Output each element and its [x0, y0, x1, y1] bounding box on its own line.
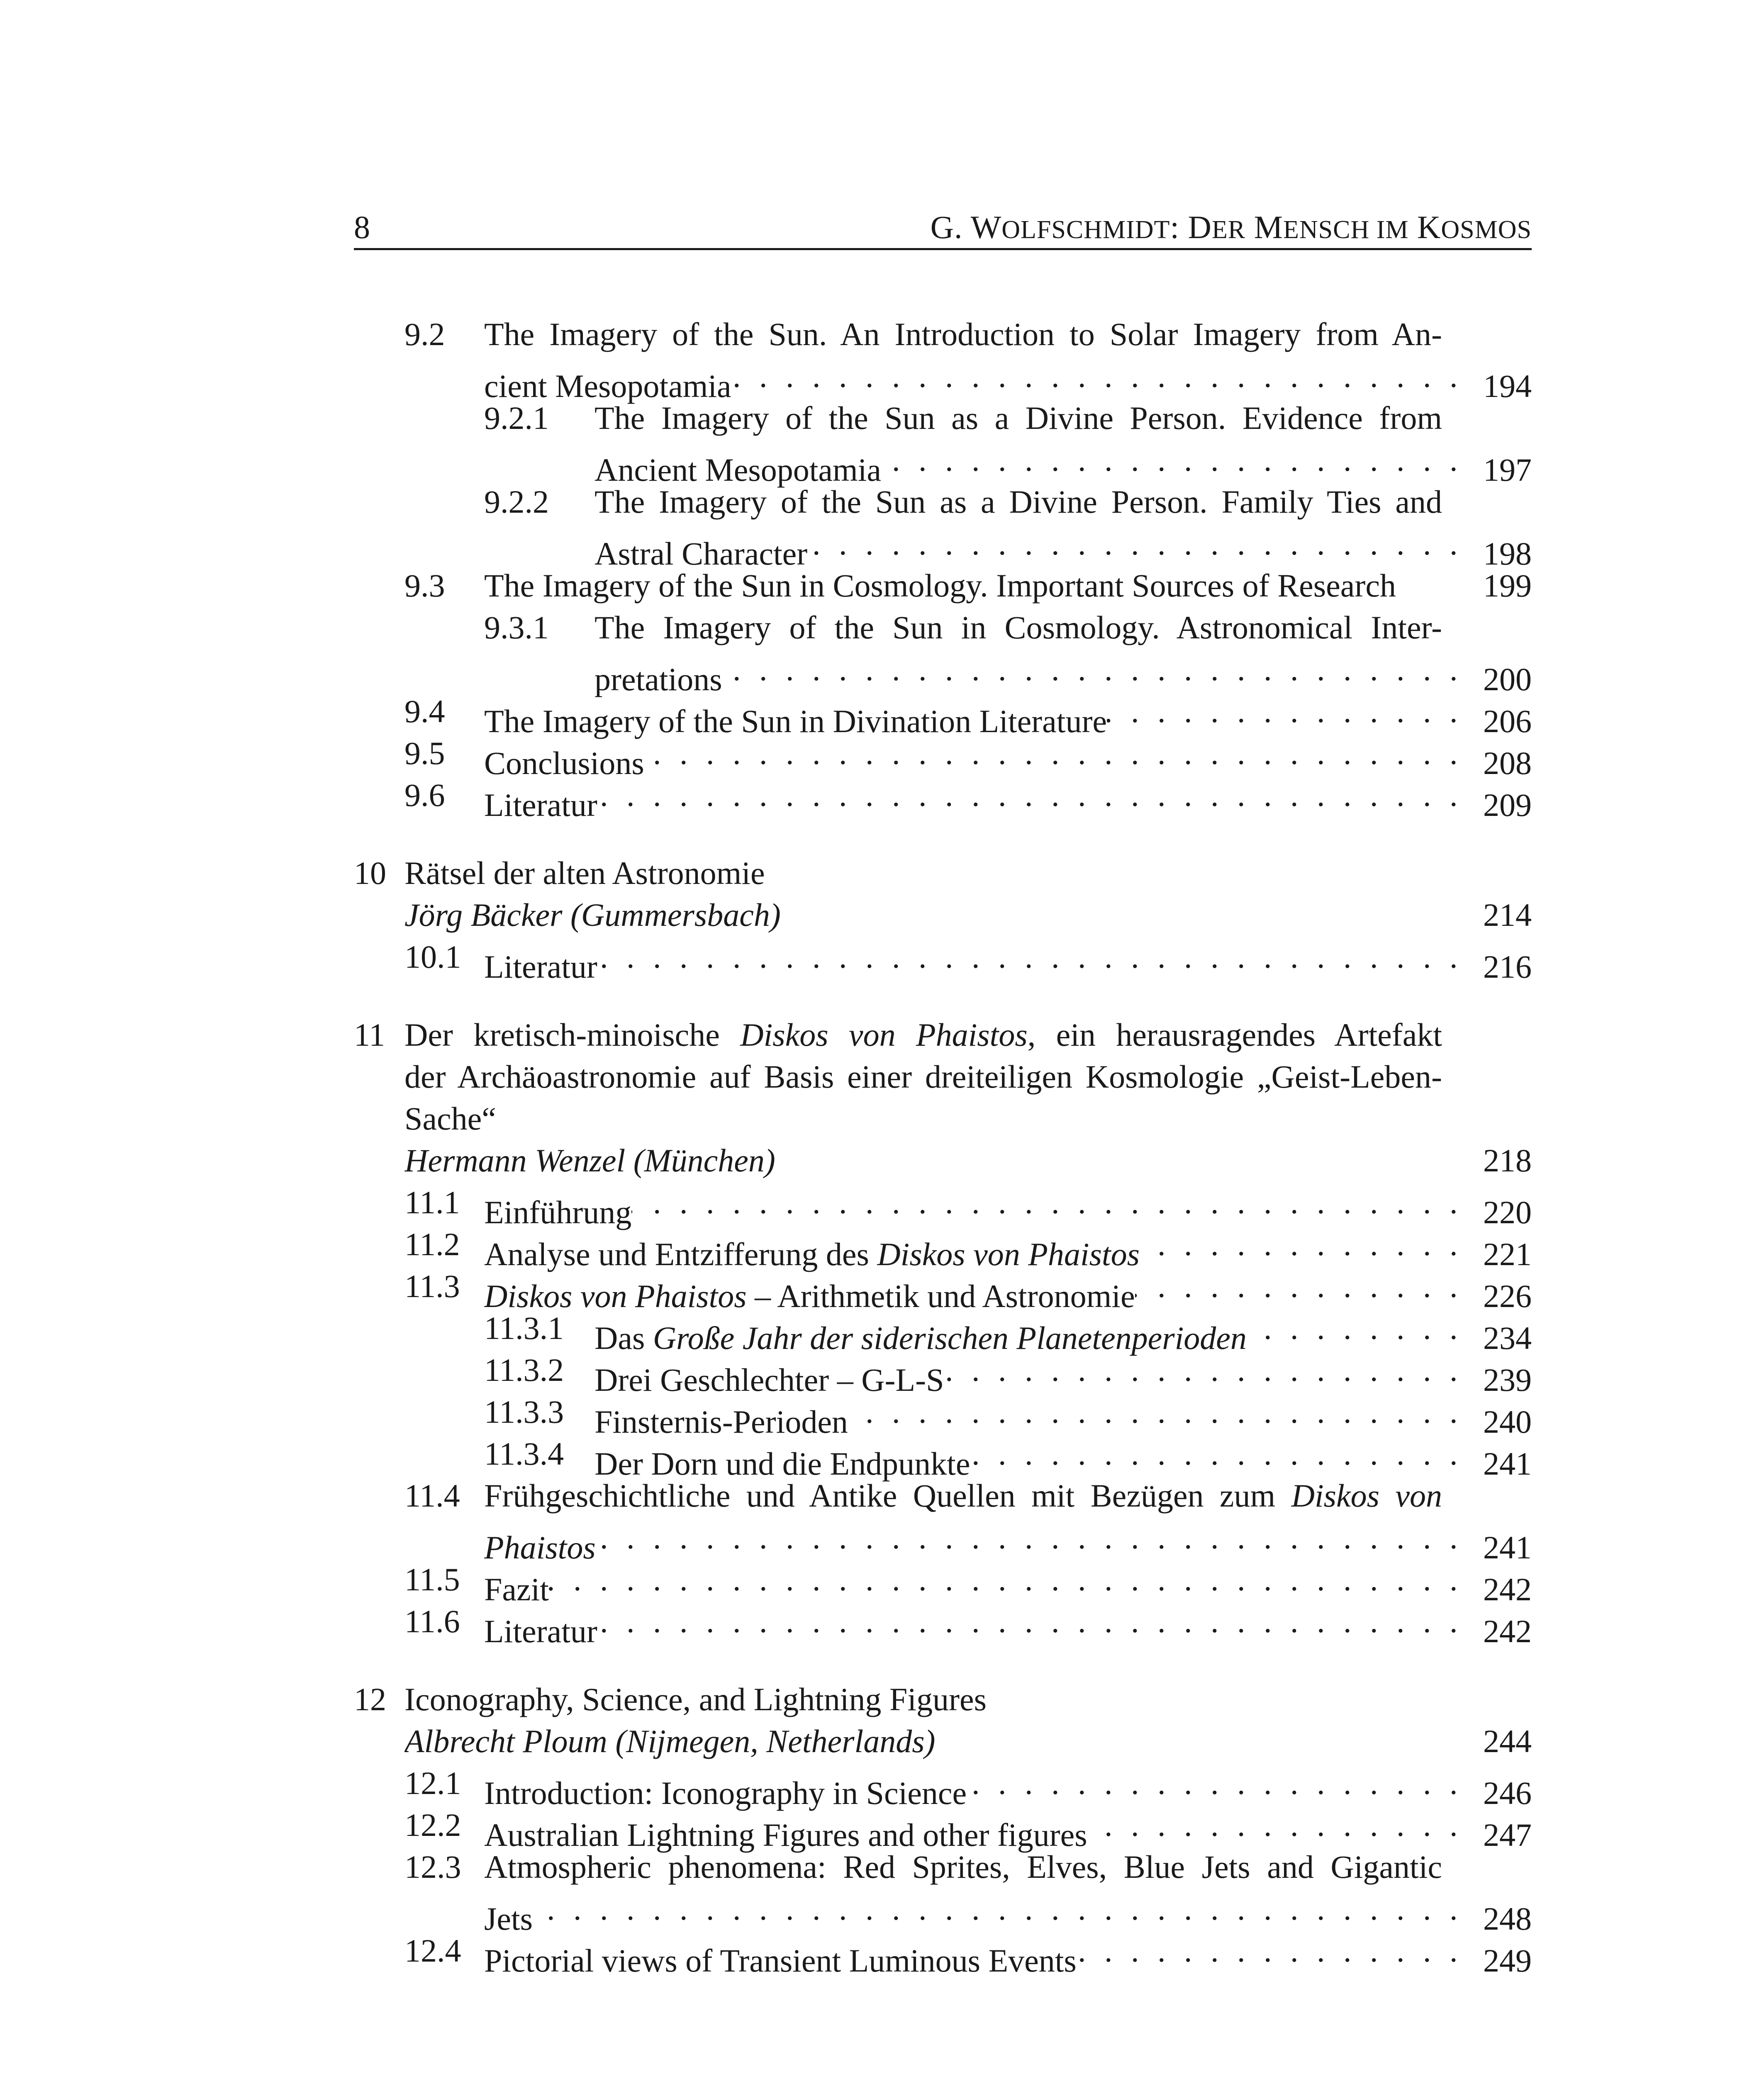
- toc-entry-12-1[interactable]: [354, 1762, 1532, 1811]
- chapter-title-cont: Sache“: [404, 1100, 496, 1137]
- page-number: 8: [354, 209, 370, 245]
- page-ref: 234: [1483, 1320, 1532, 1356]
- section-title-cont: Astral Character: [594, 536, 808, 572]
- toc-chapter-10[interactable]: [354, 852, 1532, 894]
- page-ref: 197: [1483, 452, 1532, 488]
- section-title: Diskos von Phaistos – Arithmetik und Astronomie: [484, 1278, 1135, 1314]
- toc-entry-11-3-4[interactable]: [354, 1433, 1532, 1482]
- chapter-title-cont: der Archäoastronomie auf Basis einer dreiteiligen Kosmologie „Geist-Leben-: [404, 1059, 1442, 1095]
- toc-chapter-11[interactable]: [354, 1014, 1532, 1139]
- section-number: 9.5: [404, 735, 445, 771]
- section-title: The Imagery of the Sun in Divination Literature: [484, 703, 1107, 739]
- page-ref: 246: [1483, 1775, 1532, 1811]
- section-number: 11.2: [404, 1226, 460, 1262]
- section-title: Drei Geschlechter – G-L-S: [594, 1362, 944, 1398]
- dot-leader: [597, 936, 1478, 978]
- section-number: 11.3: [404, 1268, 460, 1304]
- toc-entry-12-3[interactable]: [354, 1846, 1532, 1937]
- chapter-author-line: [404, 1139, 1532, 1181]
- section-title-cont: Ancient Mesopotamia: [594, 452, 881, 488]
- toc-entry-9-3[interactable]: [354, 565, 1532, 606]
- page-ref: 206: [1483, 703, 1532, 739]
- toc-entry-9-5[interactable]: [354, 732, 1532, 781]
- dot-leader: [533, 1888, 1478, 1930]
- page-ref: 218: [1483, 1142, 1532, 1178]
- dot-leader: [970, 1433, 1478, 1475]
- dot-leader: [807, 523, 1478, 565]
- section-number: 12.1: [404, 1765, 461, 1801]
- section-number: 9.2.2: [484, 484, 549, 520]
- section-title: Australian Lightning Figures and other figures: [484, 1817, 1087, 1853]
- section-title: The Imagery of the Sun as a Divine Person. Family Ties and: [594, 484, 1442, 520]
- dot-leader: [1140, 1223, 1478, 1265]
- chapter-author-line: [404, 894, 1532, 936]
- section-number: 12.2: [404, 1807, 461, 1843]
- section-number: 11.3.4: [484, 1436, 564, 1472]
- section-title: Fazit: [484, 1571, 549, 1607]
- dot-leader: [881, 439, 1478, 481]
- toc-entry-9-3-1[interactable]: [354, 606, 1532, 697]
- section-number: 9.2.1: [484, 400, 549, 436]
- section-title: The Imagery of the Sun in Cosmology. Important Sources of Research: [484, 567, 1396, 604]
- chapter-number: 12: [354, 1681, 386, 1717]
- toc-entry-11-3-1[interactable]: [354, 1307, 1532, 1356]
- dot-leader: [1087, 1804, 1478, 1846]
- toc-entry-11-1[interactable]: [354, 1181, 1532, 1230]
- section-number: 12.4: [404, 1933, 461, 1969]
- section-title: Finsternis-Perioden: [594, 1404, 848, 1440]
- section-title: Atmospheric phenomena: Red Sprites, Elves, Blue Jets and Gigantic: [484, 1849, 1442, 1885]
- running-title: G. WOLFSCHMIDT: DER MENSCH IM KOSMOS: [930, 209, 1532, 245]
- toc-entry-12-4[interactable]: [354, 1930, 1532, 1979]
- section-title: Literatur: [484, 1613, 597, 1649]
- section-number: 10.1: [404, 939, 461, 975]
- toc-entry-11-3-3[interactable]: [354, 1391, 1532, 1440]
- section-title: Das Große Jahr der siderischen Planetenperioden: [594, 1320, 1247, 1356]
- dot-leader: [596, 1517, 1478, 1558]
- section-number: 9.6: [404, 777, 445, 813]
- page-ref: 241: [1483, 1529, 1532, 1565]
- section-title-cont: Phaistos: [484, 1529, 596, 1565]
- page-ref: 214: [1483, 897, 1532, 933]
- page-ref: 200: [1483, 661, 1532, 697]
- page-ref: 239: [1483, 1362, 1532, 1398]
- section-title: Einführung: [484, 1194, 632, 1230]
- page-ref: 247: [1483, 1817, 1532, 1853]
- dot-leader: [967, 1762, 1478, 1804]
- section-number: 9.4: [404, 693, 445, 729]
- chapter-title: Iconography, Science, and Lightning Figures: [404, 1681, 987, 1717]
- section-number: 11.6: [404, 1603, 460, 1639]
- toc-entry-11-5[interactable]: [354, 1558, 1532, 1607]
- page-ref: 226: [1483, 1278, 1532, 1314]
- section-number: 11.4: [404, 1478, 460, 1514]
- section-title-cont: cient Mesopotamia: [484, 368, 731, 404]
- page-ref: 221: [1483, 1236, 1532, 1272]
- section-title: The Imagery of the Sun as a Divine Person. Evidence from: [594, 400, 1442, 436]
- chapter-number: 11: [354, 1017, 385, 1053]
- chapter-author: Jörg Bäcker (Gummersbach): [404, 897, 781, 933]
- section-title: The Imagery of the Sun. An Introduction to Solar Imagery from An-: [484, 316, 1442, 352]
- section-title: Introduction: Iconography in Science: [484, 1775, 967, 1811]
- dot-leader: [644, 732, 1478, 774]
- page-ref: 194: [1483, 368, 1532, 404]
- page-ref: 248: [1483, 1901, 1532, 1937]
- section-title: Analyse und Entzifferung des Diskos von Phaistos: [484, 1236, 1140, 1272]
- section-number: 9.3: [404, 567, 445, 604]
- table-of-contents: [354, 313, 1532, 1979]
- dot-leader: [731, 355, 1478, 397]
- toc-chapter-12[interactable]: [354, 1678, 1532, 1720]
- section-number: 11.3.3: [484, 1394, 564, 1430]
- page-ref: 249: [1483, 1943, 1532, 1979]
- dot-leader: [944, 1349, 1478, 1391]
- page-ref: 198: [1483, 536, 1532, 572]
- section-number: 12.3: [404, 1849, 461, 1885]
- section-title: Literatur: [484, 949, 597, 985]
- chapter-author: Hermann Wenzel (München): [404, 1142, 775, 1178]
- section-title-cont: pretations: [594, 661, 722, 697]
- dot-leader: [549, 1558, 1478, 1600]
- dot-leader: [1107, 690, 1478, 732]
- page-ref: 244: [1483, 1723, 1532, 1759]
- toc-entry-9-2-1[interactable]: [354, 397, 1532, 488]
- section-number: 9.2: [404, 316, 445, 352]
- page-ref: 209: [1483, 787, 1532, 823]
- toc-entry-11-3[interactable]: [354, 1265, 1532, 1314]
- section-number: 11.5: [404, 1561, 460, 1597]
- section-number: 11.3.2: [484, 1352, 564, 1388]
- page-ref: 208: [1483, 745, 1532, 781]
- section-number: 11.3.1: [484, 1310, 564, 1346]
- page-ref: 242: [1483, 1613, 1532, 1649]
- section-title: Literatur: [484, 787, 597, 823]
- toc-entry-9-2[interactable]: [354, 313, 1532, 404]
- dot-leader: [1077, 1930, 1478, 1972]
- section-title: The Imagery of the Sun in Cosmology. Astronomical Inter-: [594, 609, 1442, 645]
- toc-entry-9-2-2[interactable]: [354, 481, 1532, 572]
- section-number: 9.3.1: [484, 609, 549, 645]
- page-ref: 220: [1483, 1194, 1532, 1230]
- chapter-number: 10: [354, 855, 386, 891]
- section-number: 11.1: [404, 1184, 460, 1220]
- chapter-title: Der kretisch-minoische Diskos von Phaistos, ein herausragendes Artefakt: [404, 1017, 1442, 1053]
- section-title: Frühgeschichtliche und Antike Quellen mit Bezügen zum Diskos von: [484, 1478, 1442, 1514]
- toc-entry-11-2[interactable]: [354, 1223, 1532, 1272]
- chapter-author: Albrecht Ploum (Nijmegen, Netherlands): [404, 1723, 936, 1759]
- toc-entry-12-2[interactable]: [354, 1804, 1532, 1853]
- dot-leader: [631, 1181, 1478, 1223]
- page-ref: 216: [1483, 949, 1532, 985]
- dot-leader: [848, 1391, 1478, 1433]
- page-ref: 242: [1483, 1571, 1532, 1607]
- toc-entry-9-6[interactable]: [354, 774, 1532, 823]
- dot-leader: [1135, 1265, 1478, 1307]
- chapter-title: Rätsel der alten Astronomie: [404, 855, 765, 891]
- dot-leader: [597, 774, 1478, 816]
- section-title: Conclusions: [484, 745, 644, 781]
- toc-entry-9-4[interactable]: [354, 690, 1532, 739]
- dot-leader: [722, 648, 1478, 690]
- section-title: Der Dorn und die Endpunkte: [594, 1446, 970, 1482]
- dot-leader: [597, 1600, 1478, 1642]
- dot-leader: [1247, 1307, 1478, 1349]
- toc-entry-11-3-2[interactable]: [354, 1349, 1532, 1398]
- running-header: [354, 206, 1532, 250]
- toc-entry-10-1[interactable]: [354, 936, 1532, 985]
- section-title: Pictorial views of Transient Luminous Events: [484, 1943, 1077, 1979]
- toc-entry-11-6[interactable]: [354, 1600, 1532, 1649]
- chapter-author-line: [404, 1720, 1532, 1762]
- toc-entry-11-4[interactable]: [354, 1475, 1532, 1565]
- section-title-cont: Jets: [484, 1901, 533, 1937]
- page-ref: 199: [1483, 567, 1532, 604]
- page-ref: 241: [1483, 1446, 1532, 1482]
- page-ref: 240: [1483, 1404, 1532, 1440]
